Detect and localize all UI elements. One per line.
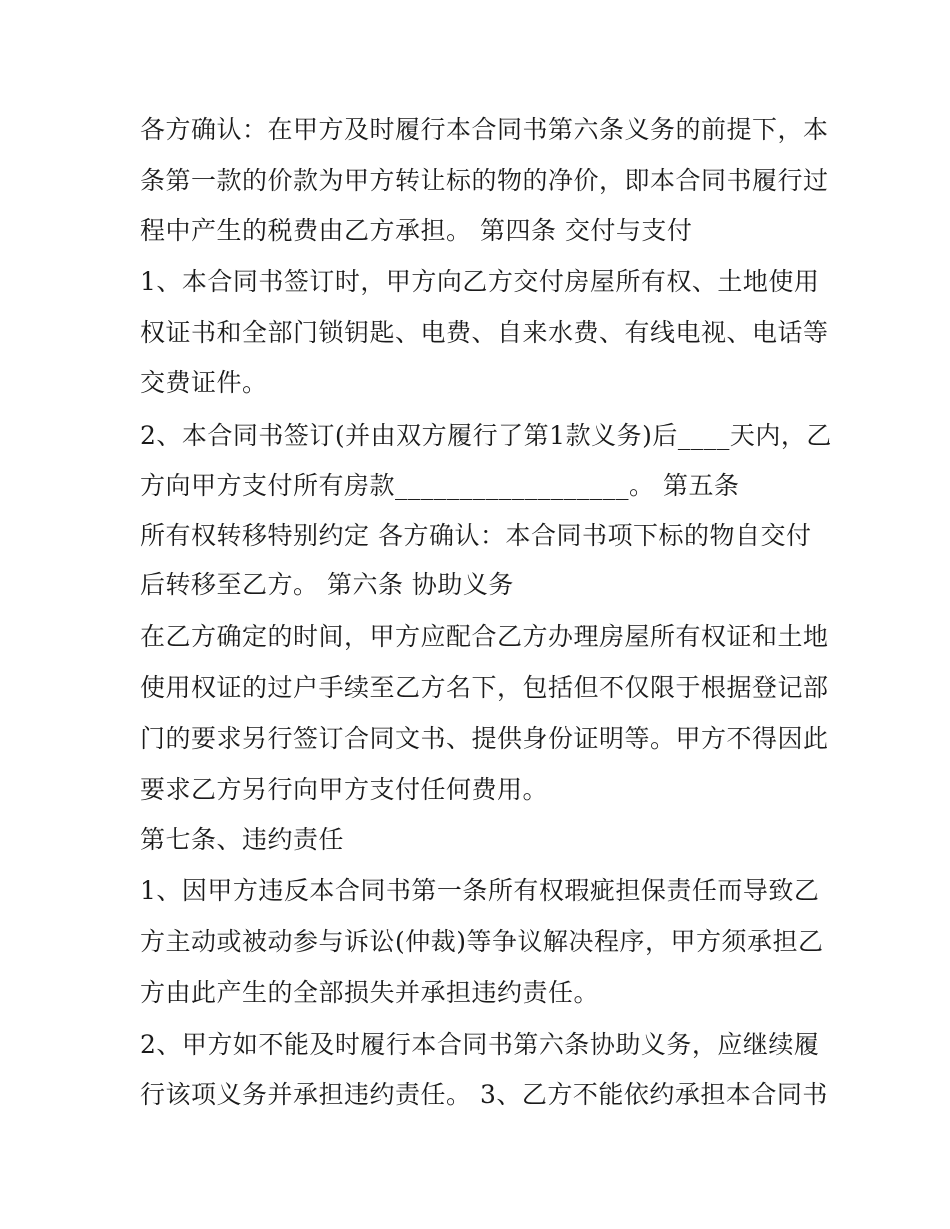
- text-line: 行该项义务并承担违约责任。 3、乙方不能依约承担本合同书: [140, 1080, 828, 1109]
- text-line: 使用权证的过户手续至乙方名下，包括但不仅限于根据登记部: [140, 673, 829, 702]
- text-line: 门的要求另行签订合同文书、提供身份证明等。甲方不得因此: [140, 724, 829, 753]
- text-line: 程中产生的税费由乙方承担。 第四条 交付与支付: [140, 216, 693, 245]
- text-line: 交费证件。: [140, 368, 268, 397]
- section-heading: 第七条、违约责任: [140, 825, 345, 854]
- text-line: 所有权转移特别约定 各方确认：本合同书项下标的物自交付: [140, 521, 812, 550]
- text-line: 要求乙方另行向甲方支付任何费用。: [140, 775, 549, 804]
- text-line: 2、本合同书签订(并由双方履行了第1款义务)后____天内，乙: [140, 421, 832, 450]
- text-line: 方主动或被动参与诉讼(仲裁)等争议解决程序，甲方须承担乙: [140, 927, 824, 956]
- text-line: 1、本合同书签订时，甲方向乙方交付房屋所有权、土地使用: [140, 267, 820, 296]
- text-line: 1、因甲方违反本合同书第一条所有权瑕疵担保责任而导致乙: [140, 876, 820, 905]
- text-line: 后转移至乙方。 第六条 协助义务: [140, 570, 514, 599]
- text-line: 在乙方确定的时间，甲方应配合乙方办理房屋所有权证和土地: [140, 622, 829, 651]
- text-line: 条第一款的价款为甲方转让标的物的净价，即本合同书履行过: [140, 166, 829, 195]
- text-line: 权证书和全部门锁钥匙、电费、自来水费、有线电视、电话等: [140, 318, 829, 347]
- text-line: 方向甲方支付所有房款__________________。 第五条: [140, 471, 740, 500]
- text-line: 2、甲方如不能及时履行本合同书第六条协助义务，应继续履: [140, 1030, 820, 1059]
- text-line: 方由此产生的全部损失并承担违约责任。: [140, 978, 600, 1007]
- text-line: 各方确认：在甲方及时履行本合同书第六条义务的前提下，本: [140, 115, 829, 144]
